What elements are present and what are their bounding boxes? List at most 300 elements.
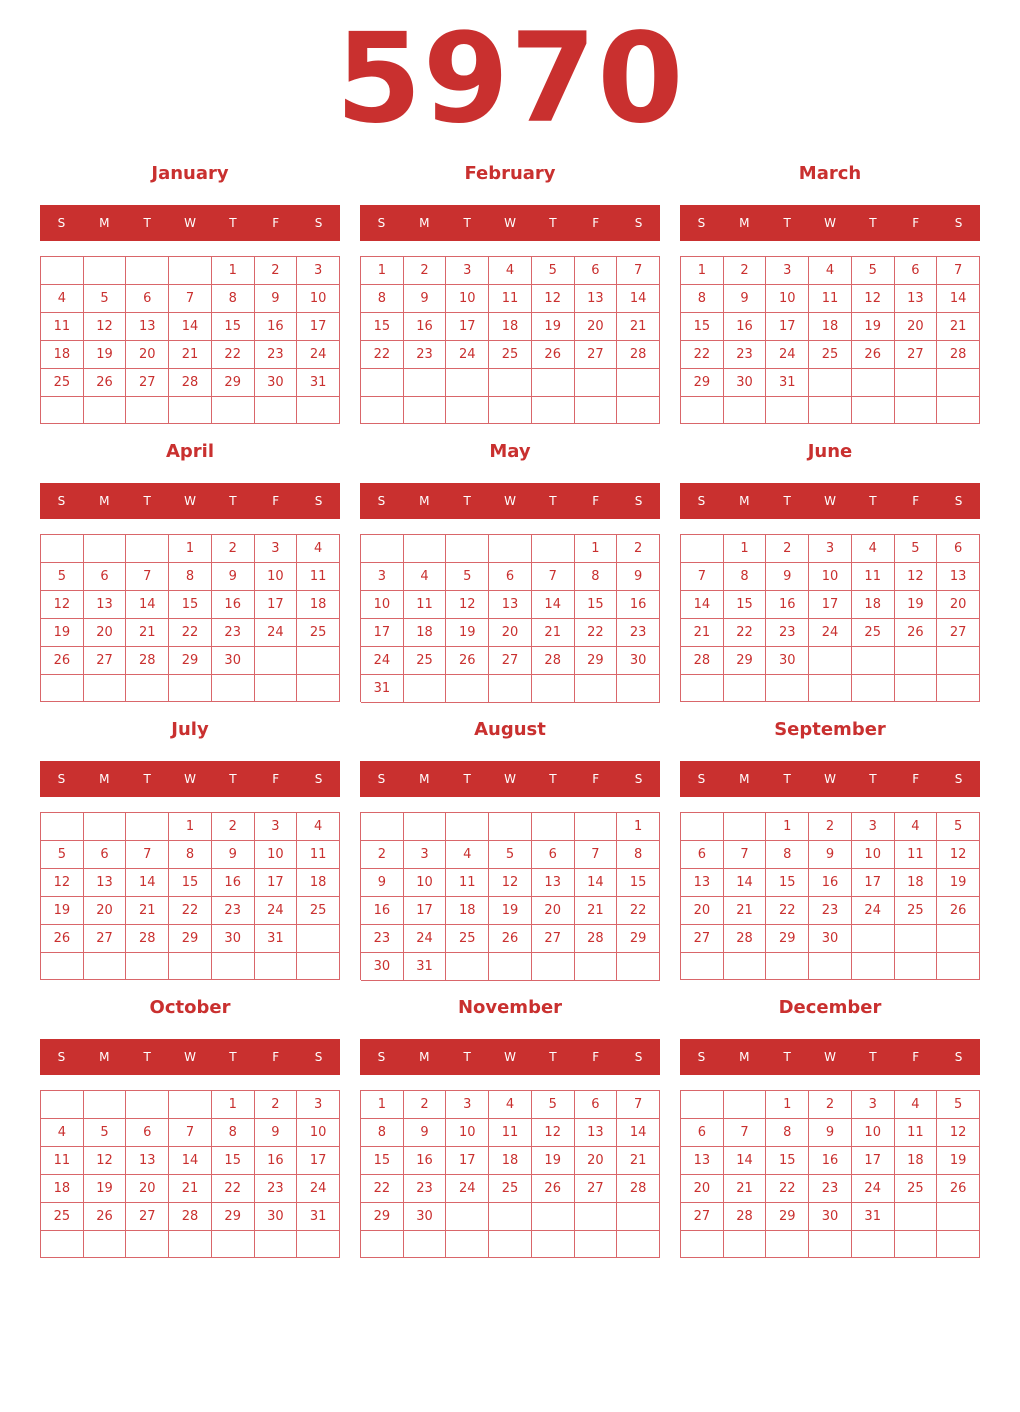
day-grid (40, 1090, 340, 1258)
weekday-label: W (824, 772, 836, 786)
day-cell: 28 (532, 647, 575, 675)
day-cell: 9 (617, 563, 660, 591)
empty-day-cell (404, 535, 447, 563)
day-cell: 2 (809, 1091, 852, 1119)
empty-day-cell (361, 813, 404, 841)
day-cell: 18 (41, 1175, 84, 1203)
day-cell: 28 (617, 341, 660, 369)
day-cell: 12 (446, 591, 489, 619)
weekday-label: T (229, 772, 237, 786)
empty-day-cell (895, 647, 938, 675)
day-cell: 23 (404, 341, 447, 369)
day-cell: 2 (361, 841, 404, 869)
empty-day-cell (681, 397, 724, 424)
day-cell: 25 (41, 369, 84, 397)
day-cell: 24 (297, 341, 340, 369)
day-cell: 15 (724, 591, 767, 619)
month-name: December (778, 997, 882, 1018)
day-cell: 27 (489, 647, 532, 675)
day-cell: 3 (852, 813, 895, 841)
weekday-label: T (783, 494, 791, 508)
weekday-label: S (634, 216, 643, 230)
empty-day-cell (852, 953, 895, 980)
day-cell: 15 (361, 313, 404, 341)
day-cell: 29 (766, 925, 809, 953)
day-cell: 7 (126, 563, 169, 591)
day-cell: 30 (255, 369, 298, 397)
empty-day-cell (937, 953, 980, 980)
day-cell: 4 (895, 813, 938, 841)
day-cell: 23 (809, 897, 852, 925)
day-cell: 21 (575, 897, 618, 925)
day-cell: 5 (937, 1091, 980, 1119)
day-cell: 26 (41, 925, 84, 953)
empty-day-cell (169, 1231, 212, 1258)
empty-day-cell (532, 953, 575, 981)
weekday-label: T (869, 1050, 877, 1064)
day-cell: 3 (255, 813, 298, 841)
day-cell: 22 (169, 619, 212, 647)
empty-day-cell (724, 1091, 767, 1119)
day-cell: 16 (404, 1147, 447, 1175)
day-cell: 20 (575, 1147, 618, 1175)
day-cell: 14 (617, 1119, 660, 1147)
day-cell: 4 (809, 257, 852, 285)
day-cell: 12 (895, 563, 938, 591)
weekday-label: F (272, 494, 280, 508)
day-cell: 7 (617, 1091, 660, 1119)
day-cell: 25 (41, 1203, 84, 1231)
empty-day-cell (404, 1231, 447, 1258)
day-cell: 24 (766, 341, 809, 369)
day-grid (40, 812, 340, 980)
day-cell: 26 (84, 1203, 127, 1231)
day-cell: 30 (212, 925, 255, 953)
day-cell: 9 (404, 1119, 447, 1147)
empty-day-cell (446, 953, 489, 981)
weekday-label: M (99, 216, 110, 230)
day-cell: 17 (404, 897, 447, 925)
weekday-label: S (954, 772, 963, 786)
day-cell: 26 (41, 647, 84, 675)
day-cell: 28 (126, 647, 169, 675)
day-cell: 20 (532, 897, 575, 925)
day-cell: 15 (617, 869, 660, 897)
weekday-label: M (99, 494, 110, 508)
day-cell: 17 (852, 869, 895, 897)
day-cell: 22 (169, 897, 212, 925)
weekday-label: W (184, 772, 196, 786)
day-cell: 29 (681, 369, 724, 397)
weekday-label: F (592, 1050, 600, 1064)
day-cell: 19 (532, 1147, 575, 1175)
day-cell: 14 (126, 869, 169, 897)
weekday-label: M (419, 772, 430, 786)
day-cell: 7 (724, 841, 767, 869)
empty-day-cell (489, 813, 532, 841)
day-cell: 7 (681, 563, 724, 591)
empty-day-cell (724, 953, 767, 980)
day-cell: 22 (724, 619, 767, 647)
empty-day-cell (937, 397, 980, 424)
day-cell: 7 (532, 563, 575, 591)
day-cell: 25 (895, 897, 938, 925)
weekday-label: S (377, 216, 386, 230)
day-cell: 12 (84, 313, 127, 341)
empty-day-cell (41, 397, 84, 424)
day-cell: 23 (404, 1175, 447, 1203)
empty-day-cell (489, 535, 532, 563)
day-cell: 23 (255, 341, 298, 369)
day-cell: 1 (361, 1091, 404, 1119)
day-cell: 26 (84, 369, 127, 397)
day-cell: 11 (297, 563, 340, 591)
empty-day-cell (489, 397, 532, 425)
empty-day-cell (84, 1091, 127, 1119)
day-cell: 30 (404, 1203, 447, 1231)
day-cell: 10 (255, 563, 298, 591)
month-name: January (151, 163, 229, 184)
day-cell: 15 (575, 591, 618, 619)
empty-day-cell (255, 647, 298, 675)
day-cell: 23 (617, 619, 660, 647)
day-grid (360, 812, 660, 980)
day-cell: 11 (895, 1119, 938, 1147)
day-cell: 13 (895, 285, 938, 313)
empty-day-cell (255, 953, 298, 980)
empty-day-cell (809, 953, 852, 980)
month-name: May (489, 441, 531, 462)
day-cell: 7 (169, 1119, 212, 1147)
day-cell: 19 (489, 897, 532, 925)
empty-day-cell (617, 369, 660, 397)
day-cell: 18 (489, 1147, 532, 1175)
day-cell: 12 (532, 285, 575, 313)
day-cell: 29 (212, 1203, 255, 1231)
day-cell: 27 (681, 1203, 724, 1231)
weekday-label: W (504, 772, 516, 786)
day-cell: 6 (126, 1119, 169, 1147)
day-cell: 18 (404, 619, 447, 647)
weekday-label: T (549, 1050, 557, 1064)
day-cell: 6 (681, 1119, 724, 1147)
day-cell: 11 (41, 1147, 84, 1175)
empty-day-cell (895, 397, 938, 424)
day-cell: 19 (446, 619, 489, 647)
weekday-label: S (314, 772, 323, 786)
day-cell: 7 (724, 1119, 767, 1147)
weekday-label: S (314, 216, 323, 230)
day-cell: 10 (255, 841, 298, 869)
empty-day-cell (724, 813, 767, 841)
day-cell: 17 (255, 591, 298, 619)
day-cell: 6 (937, 535, 980, 563)
day-cell: 29 (212, 369, 255, 397)
day-grid (680, 1090, 980, 1258)
day-cell: 23 (766, 619, 809, 647)
day-cell: 25 (489, 1175, 532, 1203)
day-cell: 23 (809, 1175, 852, 1203)
weekday-label: F (272, 772, 280, 786)
day-cell: 30 (255, 1203, 298, 1231)
day-cell: 20 (84, 897, 127, 925)
day-cell: 10 (404, 869, 447, 897)
empty-day-cell (681, 535, 724, 563)
day-cell: 7 (617, 257, 660, 285)
empty-day-cell (575, 675, 618, 703)
day-cell: 11 (489, 1119, 532, 1147)
day-grid (40, 256, 340, 424)
day-cell: 5 (41, 563, 84, 591)
day-cell: 26 (852, 341, 895, 369)
day-cell: 3 (297, 1091, 340, 1119)
day-cell: 23 (361, 925, 404, 953)
weekday-label: T (463, 772, 471, 786)
day-cell: 8 (361, 285, 404, 313)
day-cell: 22 (766, 897, 809, 925)
day-cell: 20 (681, 897, 724, 925)
empty-day-cell (255, 1231, 298, 1258)
weekday-label: W (184, 216, 196, 230)
day-cell: 18 (852, 591, 895, 619)
empty-day-cell (937, 1203, 980, 1231)
day-cell: 6 (84, 563, 127, 591)
day-cell: 7 (937, 257, 980, 285)
empty-day-cell (446, 1203, 489, 1231)
day-cell: 13 (532, 869, 575, 897)
day-cell: 3 (852, 1091, 895, 1119)
day-cell: 4 (41, 285, 84, 313)
weekday-label: S (377, 494, 386, 508)
weekday-label: M (419, 216, 430, 230)
day-cell: 10 (297, 1119, 340, 1147)
day-cell: 20 (489, 619, 532, 647)
weekday-label: M (419, 1050, 430, 1064)
weekday-label: S (377, 772, 386, 786)
day-cell: 25 (446, 925, 489, 953)
weekday-label: T (229, 216, 237, 230)
day-cell: 27 (84, 925, 127, 953)
day-cell: 12 (532, 1119, 575, 1147)
empty-day-cell (169, 397, 212, 424)
empty-day-cell (809, 397, 852, 424)
day-cell: 3 (446, 257, 489, 285)
day-cell: 17 (297, 313, 340, 341)
weekday-label: S (314, 1050, 323, 1064)
empty-day-cell (297, 675, 340, 702)
weekday-label: S (634, 772, 643, 786)
empty-day-cell (169, 1091, 212, 1119)
day-cell: 25 (297, 619, 340, 647)
day-cell: 16 (809, 869, 852, 897)
day-cell: 8 (169, 563, 212, 591)
day-cell: 29 (575, 647, 618, 675)
weekday-label: S (57, 216, 66, 230)
day-cell: 21 (126, 619, 169, 647)
day-cell: 9 (361, 869, 404, 897)
day-cell: 7 (169, 285, 212, 313)
empty-day-cell (766, 953, 809, 980)
empty-day-cell (895, 1231, 938, 1258)
empty-day-cell (895, 369, 938, 397)
day-cell: 21 (617, 1147, 660, 1175)
day-cell: 18 (297, 591, 340, 619)
empty-day-cell (41, 1091, 84, 1119)
day-cell: 19 (895, 591, 938, 619)
day-cell: 4 (41, 1119, 84, 1147)
empty-day-cell (617, 1203, 660, 1231)
empty-day-cell (361, 397, 404, 425)
day-cell: 12 (937, 841, 980, 869)
day-cell: 29 (766, 1203, 809, 1231)
month-name: November (457, 997, 563, 1018)
day-cell: 5 (41, 841, 84, 869)
calendar-year-title: 5970 (335, 7, 685, 151)
day-cell: 8 (681, 285, 724, 313)
weekday-label: S (57, 1050, 66, 1064)
day-cell: 28 (575, 925, 618, 953)
empty-day-cell (446, 369, 489, 397)
weekday-label: S (634, 494, 643, 508)
weekday-label: S (314, 494, 323, 508)
day-cell: 25 (809, 341, 852, 369)
day-cell: 16 (212, 869, 255, 897)
day-cell: 25 (489, 341, 532, 369)
day-cell: 24 (255, 619, 298, 647)
weekday-label: S (954, 1050, 963, 1064)
day-cell: 30 (617, 647, 660, 675)
day-cell: 5 (532, 257, 575, 285)
day-grid (40, 534, 340, 702)
day-cell: 11 (895, 841, 938, 869)
day-cell: 2 (404, 257, 447, 285)
empty-day-cell (297, 925, 340, 953)
empty-day-cell (724, 1231, 767, 1258)
day-cell: 14 (169, 313, 212, 341)
day-cell: 12 (852, 285, 895, 313)
empty-day-cell (126, 1231, 169, 1258)
day-cell: 28 (617, 1175, 660, 1203)
day-cell: 4 (852, 535, 895, 563)
day-cell: 2 (724, 257, 767, 285)
empty-day-cell (617, 397, 660, 425)
empty-day-cell (532, 675, 575, 703)
day-cell: 5 (852, 257, 895, 285)
empty-day-cell (937, 925, 980, 953)
day-cell: 5 (532, 1091, 575, 1119)
day-cell: 27 (575, 341, 618, 369)
empty-day-cell (937, 647, 980, 675)
day-grid (680, 812, 980, 980)
day-cell: 10 (766, 285, 809, 313)
day-cell: 8 (212, 285, 255, 313)
day-cell: 29 (361, 1203, 404, 1231)
empty-day-cell (126, 397, 169, 424)
day-cell: 13 (84, 591, 127, 619)
day-cell: 19 (532, 313, 575, 341)
weekday-label: T (549, 494, 557, 508)
day-cell: 9 (766, 563, 809, 591)
day-cell: 4 (297, 813, 340, 841)
weekday-header (360, 761, 660, 797)
weekday-label: M (739, 1050, 750, 1064)
day-cell: 31 (404, 953, 447, 981)
day-cell: 22 (361, 341, 404, 369)
day-cell: 8 (575, 563, 618, 591)
weekday-label: W (824, 494, 836, 508)
empty-day-cell (41, 813, 84, 841)
weekday-label: S (954, 494, 963, 508)
day-cell: 17 (809, 591, 852, 619)
day-grid (360, 1090, 660, 1258)
day-cell: 5 (446, 563, 489, 591)
day-cell: 12 (41, 591, 84, 619)
day-cell: 18 (446, 897, 489, 925)
day-cell: 18 (489, 313, 532, 341)
day-cell: 9 (255, 285, 298, 313)
weekday-label: S (57, 772, 66, 786)
empty-day-cell (489, 1231, 532, 1258)
day-cell: 16 (255, 1147, 298, 1175)
day-cell: 15 (681, 313, 724, 341)
weekday-label: T (143, 1050, 151, 1064)
day-cell: 26 (937, 897, 980, 925)
day-cell: 6 (126, 285, 169, 313)
day-cell: 27 (575, 1175, 618, 1203)
day-cell: 30 (724, 369, 767, 397)
day-cell: 28 (169, 1203, 212, 1231)
day-cell: 14 (617, 285, 660, 313)
day-cell: 2 (212, 813, 255, 841)
weekday-label: W (504, 1050, 516, 1064)
day-cell: 4 (404, 563, 447, 591)
day-cell: 21 (724, 1175, 767, 1203)
day-cell: 13 (489, 591, 532, 619)
empty-day-cell (809, 675, 852, 702)
day-cell: 25 (404, 647, 447, 675)
day-cell: 23 (212, 897, 255, 925)
day-cell: 5 (937, 813, 980, 841)
day-cell: 16 (766, 591, 809, 619)
empty-day-cell (937, 369, 980, 397)
empty-day-cell (937, 1231, 980, 1258)
weekday-label: T (463, 494, 471, 508)
day-cell: 1 (361, 257, 404, 285)
day-cell: 3 (255, 535, 298, 563)
day-cell: 20 (126, 341, 169, 369)
day-cell: 14 (681, 591, 724, 619)
day-cell: 18 (895, 1147, 938, 1175)
empty-day-cell (126, 1091, 169, 1119)
empty-day-cell (84, 257, 127, 285)
day-cell: 11 (809, 285, 852, 313)
day-cell: 22 (766, 1175, 809, 1203)
day-cell: 24 (809, 619, 852, 647)
day-cell: 27 (84, 647, 127, 675)
day-cell: 11 (489, 285, 532, 313)
empty-day-cell (84, 953, 127, 980)
weekday-label: S (57, 494, 66, 508)
day-cell: 13 (126, 313, 169, 341)
day-cell: 10 (852, 1119, 895, 1147)
empty-day-cell (617, 953, 660, 981)
weekday-header (40, 1039, 340, 1075)
empty-day-cell (212, 397, 255, 424)
day-cell: 10 (446, 285, 489, 313)
day-cell: 1 (169, 535, 212, 563)
empty-day-cell (84, 675, 127, 702)
day-cell: 24 (297, 1175, 340, 1203)
